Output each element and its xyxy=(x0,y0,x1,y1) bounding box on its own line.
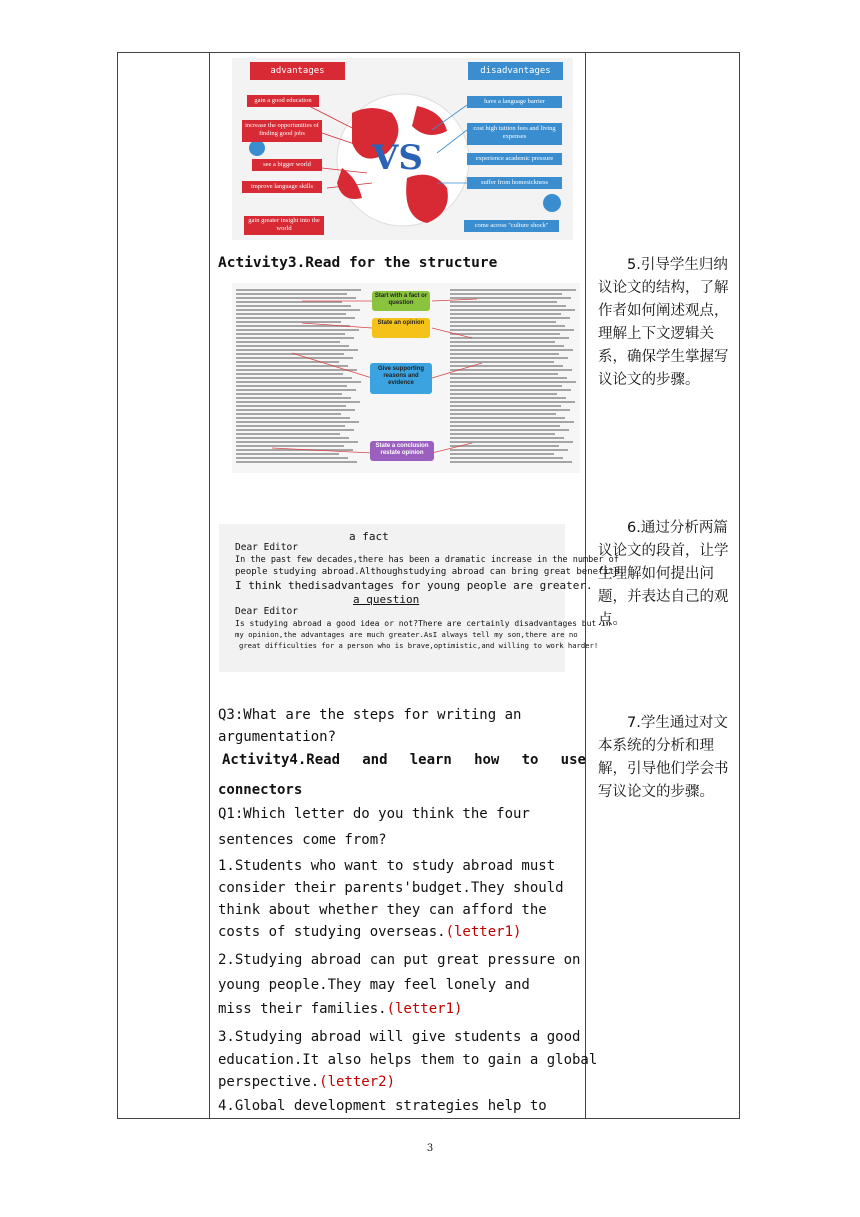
letter1-line: people studying abroad.Althoughstudying abroad can bring great benefits, xyxy=(235,567,626,577)
activity3-title: Activity3.Read for the structure xyxy=(218,255,498,271)
answer-letter: (letter2) xyxy=(319,1074,396,1090)
structure-box-opinion: State an opinion xyxy=(372,318,430,338)
sentence-line xyxy=(218,1074,395,1090)
sentence-line: think about whether they can afford the xyxy=(218,902,547,918)
advantages-vs-disadvantages-figure xyxy=(232,58,573,240)
sentence-text: miss their families. xyxy=(218,1001,387,1017)
letter1-greeting: Dear Editor xyxy=(235,542,298,553)
structure-box-fact: Start with a fact or question xyxy=(372,291,430,311)
letter2-greeting: Dear Editor xyxy=(235,606,298,617)
answer-letter: (letter1) xyxy=(386,1001,463,1017)
q1-line: Q1:Which letter do you think the four xyxy=(218,806,530,822)
disadvantage-tag: come across "culture shock" xyxy=(464,220,559,232)
sentence-text: costs of studying overseas. xyxy=(218,924,446,940)
disadvantage-tag: have a language barrier xyxy=(467,96,562,108)
letter1-line: In the past few decades,there has been a dramatic increase in the number of xyxy=(235,555,619,565)
structure-box-reasons: Give supporting reasons and evidence xyxy=(370,363,432,394)
question-label: a question xyxy=(353,593,420,606)
sentence-line: young people.They may feel lonely and xyxy=(218,977,530,993)
advantage-tag: see a bigger world xyxy=(252,159,322,171)
activity4-word: to xyxy=(521,752,539,768)
activity4-word: how xyxy=(474,752,500,768)
vs-label: VS xyxy=(372,138,423,178)
sentence-line: education.It also helps them to gain a global xyxy=(218,1052,598,1068)
advantage-tag: increase the opportunities of finding good jobs xyxy=(242,120,322,142)
disadvantages-header: disadvantages xyxy=(468,62,563,80)
letter-openings-figure xyxy=(219,524,626,672)
sentence-line: 2.Studying abroad can put great pressure on xyxy=(218,952,581,968)
q3-line: Q3:What are the steps for writing an xyxy=(218,707,522,723)
letter2-line: great difficulties for a person who is brave,optimistic,and willing to work harder! xyxy=(239,641,599,650)
advantage-tag: improve language skills xyxy=(242,181,322,193)
letter2-line: my opinion,the advantages are much greater.AsI always tell my son,there are no xyxy=(235,630,578,639)
sentence-line: consider their parents'budget.They should xyxy=(218,880,564,896)
sentence-text: perspective. xyxy=(218,1074,320,1090)
q1-line: sentences come from? xyxy=(218,832,387,848)
note-7: 7.学生通过对文本系统的分析和理解，引导他们学会书写议论文的步骤。 xyxy=(598,715,729,800)
disadvantage-tag: experience academic pressure xyxy=(467,153,562,165)
advantage-tag: gain greater insight into the world xyxy=(244,216,324,235)
activity4-word: learn xyxy=(409,752,452,768)
advantages-header: advantages xyxy=(250,62,345,80)
structure-box-conclusion: State a conclusion restate opinion xyxy=(370,441,434,461)
sentence-line: 3.Studying abroad will give students a good xyxy=(218,1029,581,1045)
sentence-line xyxy=(218,924,521,940)
letter-structure-figure xyxy=(232,283,580,473)
disadvantage-tag: suffer from homesickness xyxy=(467,177,562,189)
letter2-line: Is studying abroad a good idea or not?There are certainly disadvantages but in xyxy=(235,619,611,628)
sentence-line: 4.Global development strategies help to xyxy=(218,1098,547,1114)
fact-label: a fact xyxy=(349,530,389,543)
q3-line: argumentation? xyxy=(218,729,337,745)
note-5: 5.引导学生归纳议论文的结构，了解作者如何阐述观点，理解上下文逻辑关系，确保学生掌握写议论文的步骤。 xyxy=(598,257,729,388)
activity4-title xyxy=(222,752,586,768)
sentence-line: 1.Students who want to study abroad must xyxy=(218,858,556,874)
sentence-line xyxy=(218,1001,462,1017)
activity4-title-cont: connectors xyxy=(218,782,303,798)
disadvantage-tag: cost high tuition fees and living expenses xyxy=(467,123,562,145)
letter1-opinion: I think thedisadvantages for young people are greater. xyxy=(235,579,593,592)
activity4-word: and xyxy=(362,752,388,768)
column-divider xyxy=(209,53,210,1118)
page-number: 3 xyxy=(426,1143,434,1154)
activity4-word: Activity4.Read xyxy=(222,752,341,768)
answer-letter: (letter1) xyxy=(445,924,522,940)
activity4-word: use xyxy=(560,752,586,768)
advantage-tag: gain a good education xyxy=(247,95,319,107)
note-6: 6.通过分析两篇议论文的段首，让学生理解如何提出问题，并表达自己的观点。 xyxy=(598,520,729,628)
